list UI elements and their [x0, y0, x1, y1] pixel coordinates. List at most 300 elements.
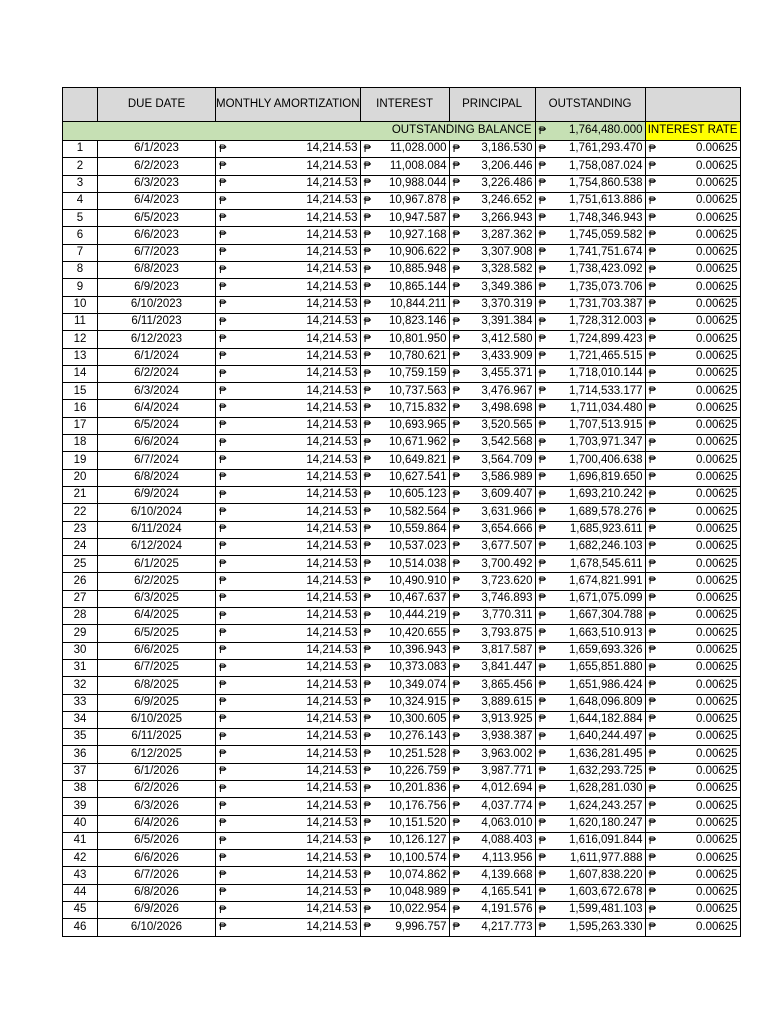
cell-interest[interactable] [360, 867, 449, 884]
cell-rate[interactable] [645, 746, 740, 763]
cell-due-date[interactable]: 6/8/2024 [98, 469, 216, 486]
cell-principal[interactable] [449, 192, 535, 209]
cell-monthly-amortization[interactable] [216, 538, 361, 555]
cell-due-date[interactable]: 6/1/2026 [98, 763, 216, 780]
cell-no[interactable]: 10 [63, 296, 98, 313]
cell-monthly-amortization[interactable] [216, 677, 361, 694]
cell-due-date[interactable]: 6/2/2025 [98, 573, 216, 590]
cell-principal[interactable] [449, 383, 535, 400]
cell-due-date[interactable]: 6/10/2024 [98, 504, 216, 521]
cell-due-date[interactable]: 6/7/2026 [98, 867, 216, 884]
cell-rate[interactable] [645, 815, 740, 832]
cell-due-date[interactable]: 6/4/2023 [98, 192, 216, 209]
cell-outstanding[interactable] [535, 486, 645, 503]
cell-principal[interactable] [449, 902, 535, 919]
cell-interest[interactable] [360, 141, 449, 158]
cell-outstanding[interactable] [535, 435, 645, 452]
cell-rate[interactable] [645, 504, 740, 521]
cell-no[interactable]: 1 [63, 141, 98, 158]
cell-no[interactable]: 34 [63, 711, 98, 728]
cell-rate[interactable] [645, 279, 740, 296]
cell-due-date[interactable]: 6/8/2023 [98, 262, 216, 279]
cell-interest[interactable] [360, 348, 449, 365]
cell-monthly-amortization[interactable] [216, 521, 361, 538]
cell-due-date[interactable]: 6/7/2025 [98, 659, 216, 676]
cell-outstanding[interactable] [535, 141, 645, 158]
cell-monthly-amortization[interactable] [216, 452, 361, 469]
cell-principal[interactable] [449, 746, 535, 763]
cell-due-date[interactable]: 6/4/2026 [98, 815, 216, 832]
interest-rate-label[interactable]: INTEREST RATE [645, 122, 740, 141]
cell-principal[interactable] [449, 452, 535, 469]
cell-due-date[interactable]: 6/10/2025 [98, 711, 216, 728]
cell-no[interactable]: 43 [63, 867, 98, 884]
outstanding-balance-cell[interactable] [535, 122, 645, 141]
cell-rate[interactable] [645, 383, 740, 400]
cell-due-date[interactable]: 6/4/2025 [98, 608, 216, 625]
cell-outstanding[interactable] [535, 642, 645, 659]
cell-outstanding[interactable] [535, 902, 645, 919]
cell-interest[interactable] [360, 780, 449, 797]
cell-due-date[interactable]: 6/10/2026 [98, 919, 216, 936]
cell-monthly-amortization[interactable] [216, 556, 361, 573]
cell-outstanding[interactable] [535, 763, 645, 780]
cell-monthly-amortization[interactable] [216, 296, 361, 313]
cell-outstanding[interactable] [535, 296, 645, 313]
cell-due-date[interactable]: 6/12/2025 [98, 746, 216, 763]
cell-interest[interactable] [360, 763, 449, 780]
cell-rate[interactable] [645, 729, 740, 746]
cell-no[interactable]: 7 [63, 244, 98, 261]
cell-monthly-amortization[interactable] [216, 469, 361, 486]
cell-principal[interactable] [449, 296, 535, 313]
cell-rate[interactable] [645, 763, 740, 780]
cell-monthly-amortization[interactable] [216, 659, 361, 676]
cell-interest[interactable] [360, 262, 449, 279]
cell-monthly-amortization[interactable] [216, 746, 361, 763]
cell-rate[interactable] [645, 417, 740, 434]
cell-monthly-amortization[interactable] [216, 279, 361, 296]
cell-outstanding[interactable] [535, 227, 645, 244]
cell-no[interactable]: 45 [63, 902, 98, 919]
cell-rate[interactable] [645, 313, 740, 330]
cell-outstanding[interactable] [535, 521, 645, 538]
cell-no[interactable]: 15 [63, 383, 98, 400]
cell-interest[interactable] [360, 227, 449, 244]
cell-principal[interactable] [449, 435, 535, 452]
cell-interest[interactable] [360, 573, 449, 590]
cell-no[interactable]: 41 [63, 832, 98, 849]
cell-principal[interactable] [449, 331, 535, 348]
cell-principal[interactable] [449, 625, 535, 642]
cell-outstanding[interactable] [535, 677, 645, 694]
cell-rate[interactable] [645, 210, 740, 227]
cell-due-date[interactable]: 6/3/2023 [98, 175, 216, 192]
cell-due-date[interactable]: 6/6/2023 [98, 227, 216, 244]
cell-monthly-amortization[interactable] [216, 141, 361, 158]
cell-due-date[interactable]: 6/8/2025 [98, 677, 216, 694]
cell-rate[interactable] [645, 158, 740, 175]
cell-due-date[interactable]: 6/12/2023 [98, 331, 216, 348]
cell-rate[interactable] [645, 659, 740, 676]
cell-monthly-amortization[interactable] [216, 313, 361, 330]
cell-outstanding[interactable] [535, 573, 645, 590]
cell-monthly-amortization[interactable] [216, 832, 361, 849]
cell-principal[interactable] [449, 590, 535, 607]
cell-principal[interactable] [449, 313, 535, 330]
cell-no[interactable]: 30 [63, 642, 98, 659]
cell-no[interactable]: 4 [63, 192, 98, 209]
cell-due-date[interactable]: 6/12/2024 [98, 538, 216, 555]
cell-outstanding[interactable] [535, 452, 645, 469]
cell-rate[interactable] [645, 694, 740, 711]
cell-outstanding[interactable] [535, 729, 645, 746]
cell-monthly-amortization[interactable] [216, 850, 361, 867]
cell-outstanding[interactable] [535, 867, 645, 884]
cell-principal[interactable] [449, 348, 535, 365]
cell-interest[interactable] [360, 504, 449, 521]
cell-monthly-amortization[interactable] [216, 262, 361, 279]
cell-due-date[interactable]: 6/9/2025 [98, 694, 216, 711]
cell-monthly-amortization[interactable] [216, 884, 361, 901]
cell-outstanding[interactable] [535, 884, 645, 901]
cell-outstanding[interactable] [535, 348, 645, 365]
cell-principal[interactable] [449, 867, 535, 884]
cell-rate[interactable] [645, 919, 740, 936]
cell-due-date[interactable]: 6/11/2024 [98, 521, 216, 538]
cell-principal[interactable] [449, 141, 535, 158]
cell-interest[interactable] [360, 417, 449, 434]
cell-due-date[interactable]: 6/6/2026 [98, 850, 216, 867]
cell-no[interactable]: 9 [63, 279, 98, 296]
cell-due-date[interactable]: 6/7/2023 [98, 244, 216, 261]
cell-principal[interactable] [449, 780, 535, 797]
cell-due-date[interactable]: 6/11/2025 [98, 729, 216, 746]
cell-interest[interactable] [360, 538, 449, 555]
cell-rate[interactable] [645, 521, 740, 538]
cell-monthly-amortization[interactable] [216, 625, 361, 642]
cell-no[interactable]: 38 [63, 780, 98, 797]
cell-rate[interactable] [645, 486, 740, 503]
cell-due-date[interactable]: 6/5/2025 [98, 625, 216, 642]
cell-monthly-amortization[interactable] [216, 608, 361, 625]
cell-outstanding[interactable] [535, 158, 645, 175]
cell-monthly-amortization[interactable] [216, 210, 361, 227]
cell-principal[interactable] [449, 521, 535, 538]
cell-principal[interactable] [449, 608, 535, 625]
cell-principal[interactable] [449, 417, 535, 434]
cell-due-date[interactable]: 6/8/2026 [98, 884, 216, 901]
cell-no[interactable]: 25 [63, 556, 98, 573]
cell-principal[interactable] [449, 486, 535, 503]
cell-rate[interactable] [645, 244, 740, 261]
cell-no[interactable]: 36 [63, 746, 98, 763]
cell-outstanding[interactable] [535, 400, 645, 417]
cell-principal[interactable] [449, 884, 535, 901]
cell-no[interactable]: 8 [63, 262, 98, 279]
cell-interest[interactable] [360, 556, 449, 573]
cell-interest[interactable] [360, 244, 449, 261]
cell-due-date[interactable]: 6/3/2025 [98, 590, 216, 607]
cell-interest[interactable] [360, 383, 449, 400]
header-monthly-amortization[interactable]: MONTHLY AMORTIZATION [216, 88, 361, 122]
cell-due-date[interactable]: 6/3/2026 [98, 798, 216, 815]
cell-no[interactable]: 28 [63, 608, 98, 625]
cell-rate[interactable] [645, 780, 740, 797]
cell-rate[interactable] [645, 192, 740, 209]
cell-rate[interactable] [645, 677, 740, 694]
cell-principal[interactable] [449, 694, 535, 711]
cell-rate[interactable] [645, 538, 740, 555]
cell-no[interactable]: 26 [63, 573, 98, 590]
cell-no[interactable]: 17 [63, 417, 98, 434]
cell-rate[interactable] [645, 902, 740, 919]
cell-principal[interactable] [449, 815, 535, 832]
cell-interest[interactable] [360, 279, 449, 296]
cell-monthly-amortization[interactable] [216, 383, 361, 400]
header-no[interactable] [63, 88, 98, 122]
header-interest[interactable]: INTEREST [360, 88, 449, 122]
header-principal[interactable]: PRINCIPAL [449, 88, 535, 122]
cell-no[interactable]: 29 [63, 625, 98, 642]
cell-outstanding[interactable] [535, 313, 645, 330]
cell-outstanding[interactable] [535, 780, 645, 797]
cell-due-date[interactable]: 6/6/2024 [98, 435, 216, 452]
cell-principal[interactable] [449, 469, 535, 486]
cell-monthly-amortization[interactable] [216, 694, 361, 711]
cell-due-date[interactable]: 6/2/2026 [98, 780, 216, 797]
cell-interest[interactable] [360, 469, 449, 486]
cell-due-date[interactable]: 6/6/2025 [98, 642, 216, 659]
cell-no[interactable]: 3 [63, 175, 98, 192]
cell-interest[interactable] [360, 711, 449, 728]
cell-principal[interactable] [449, 279, 535, 296]
cell-no[interactable]: 2 [63, 158, 98, 175]
cell-outstanding[interactable] [535, 538, 645, 555]
cell-due-date[interactable]: 6/5/2023 [98, 210, 216, 227]
cell-monthly-amortization[interactable] [216, 227, 361, 244]
cell-no[interactable]: 20 [63, 469, 98, 486]
cell-outstanding[interactable] [535, 365, 645, 382]
cell-no[interactable]: 31 [63, 659, 98, 676]
cell-outstanding[interactable] [535, 175, 645, 192]
cell-monthly-amortization[interactable] [216, 780, 361, 797]
cell-rate[interactable] [645, 590, 740, 607]
cell-interest[interactable] [360, 313, 449, 330]
cell-outstanding[interactable] [535, 383, 645, 400]
cell-principal[interactable] [449, 262, 535, 279]
cell-due-date[interactable]: 6/10/2023 [98, 296, 216, 313]
cell-due-date[interactable]: 6/1/2023 [98, 141, 216, 158]
cell-interest[interactable] [360, 815, 449, 832]
cell-interest[interactable] [360, 435, 449, 452]
cell-outstanding[interactable] [535, 244, 645, 261]
cell-no[interactable]: 13 [63, 348, 98, 365]
cell-interest[interactable] [360, 850, 449, 867]
cell-interest[interactable] [360, 832, 449, 849]
cell-due-date[interactable]: 6/1/2025 [98, 556, 216, 573]
cell-interest[interactable] [360, 677, 449, 694]
cell-monthly-amortization[interactable] [216, 400, 361, 417]
cell-rate[interactable] [645, 469, 740, 486]
cell-interest[interactable] [360, 902, 449, 919]
cell-rate[interactable] [645, 400, 740, 417]
cell-principal[interactable] [449, 711, 535, 728]
cell-interest[interactable] [360, 175, 449, 192]
cell-interest[interactable] [360, 919, 449, 936]
cell-outstanding[interactable] [535, 850, 645, 867]
cell-monthly-amortization[interactable] [216, 365, 361, 382]
cell-interest[interactable] [360, 642, 449, 659]
cell-rate[interactable] [645, 625, 740, 642]
cell-rate[interactable] [645, 850, 740, 867]
cell-principal[interactable] [449, 175, 535, 192]
cell-outstanding[interactable] [535, 815, 645, 832]
cell-interest[interactable] [360, 296, 449, 313]
cell-outstanding[interactable] [535, 608, 645, 625]
cell-monthly-amortization[interactable] [216, 175, 361, 192]
cell-no[interactable]: 19 [63, 452, 98, 469]
cell-principal[interactable] [449, 798, 535, 815]
cell-no[interactable]: 16 [63, 400, 98, 417]
cell-due-date[interactable]: 6/7/2024 [98, 452, 216, 469]
cell-outstanding[interactable] [535, 279, 645, 296]
cell-no[interactable]: 22 [63, 504, 98, 521]
header-rate[interactable] [645, 88, 740, 122]
cell-no[interactable]: 12 [63, 331, 98, 348]
cell-outstanding[interactable] [535, 919, 645, 936]
cell-monthly-amortization[interactable] [216, 763, 361, 780]
cell-no[interactable]: 11 [63, 313, 98, 330]
outstanding-balance-label[interactable]: OUTSTANDING BALANCE [63, 122, 536, 141]
cell-due-date[interactable]: 6/4/2024 [98, 400, 216, 417]
cell-no[interactable]: 33 [63, 694, 98, 711]
cell-no[interactable]: 37 [63, 763, 98, 780]
cell-monthly-amortization[interactable] [216, 435, 361, 452]
header-outstanding[interactable]: OUTSTANDING [535, 88, 645, 122]
cell-no[interactable]: 21 [63, 486, 98, 503]
cell-interest[interactable] [360, 625, 449, 642]
cell-principal[interactable] [449, 556, 535, 573]
cell-rate[interactable] [645, 262, 740, 279]
cell-rate[interactable] [645, 175, 740, 192]
cell-monthly-amortization[interactable] [216, 348, 361, 365]
cell-interest[interactable] [360, 884, 449, 901]
cell-outstanding[interactable] [535, 625, 645, 642]
cell-rate[interactable] [645, 435, 740, 452]
cell-due-date[interactable]: 6/5/2024 [98, 417, 216, 434]
cell-rate[interactable] [645, 331, 740, 348]
cell-principal[interactable] [449, 729, 535, 746]
cell-interest[interactable] [360, 486, 449, 503]
cell-principal[interactable] [449, 400, 535, 417]
cell-principal[interactable] [449, 850, 535, 867]
cell-no[interactable]: 46 [63, 919, 98, 936]
cell-principal[interactable] [449, 504, 535, 521]
cell-interest[interactable] [360, 452, 449, 469]
cell-monthly-amortization[interactable] [216, 867, 361, 884]
cell-monthly-amortization[interactable] [216, 919, 361, 936]
cell-outstanding[interactable] [535, 659, 645, 676]
cell-principal[interactable] [449, 573, 535, 590]
cell-rate[interactable] [645, 365, 740, 382]
cell-principal[interactable] [449, 538, 535, 555]
cell-due-date[interactable]: 6/9/2023 [98, 279, 216, 296]
cell-monthly-amortization[interactable] [216, 192, 361, 209]
cell-monthly-amortization[interactable] [216, 642, 361, 659]
cell-rate[interactable] [645, 573, 740, 590]
cell-no[interactable]: 40 [63, 815, 98, 832]
cell-outstanding[interactable] [535, 832, 645, 849]
cell-monthly-amortization[interactable] [216, 573, 361, 590]
cell-outstanding[interactable] [535, 711, 645, 728]
cell-rate[interactable] [645, 884, 740, 901]
cell-interest[interactable] [360, 158, 449, 175]
cell-no[interactable]: 23 [63, 521, 98, 538]
cell-due-date[interactable]: 6/11/2023 [98, 313, 216, 330]
cell-no[interactable]: 14 [63, 365, 98, 382]
cell-rate[interactable] [645, 348, 740, 365]
cell-due-date[interactable]: 6/5/2026 [98, 832, 216, 849]
cell-monthly-amortization[interactable] [216, 798, 361, 815]
cell-outstanding[interactable] [535, 192, 645, 209]
cell-principal[interactable] [449, 642, 535, 659]
cell-due-date[interactable]: 6/9/2026 [98, 902, 216, 919]
cell-no[interactable]: 35 [63, 729, 98, 746]
cell-principal[interactable] [449, 158, 535, 175]
cell-interest[interactable] [360, 400, 449, 417]
cell-interest[interactable] [360, 590, 449, 607]
cell-rate[interactable] [645, 798, 740, 815]
cell-principal[interactable] [449, 677, 535, 694]
cell-rate[interactable] [645, 227, 740, 244]
cell-due-date[interactable]: 6/1/2024 [98, 348, 216, 365]
cell-monthly-amortization[interactable] [216, 417, 361, 434]
cell-outstanding[interactable] [535, 798, 645, 815]
cell-principal[interactable] [449, 659, 535, 676]
header-due-date[interactable]: DUE DATE [98, 88, 216, 122]
cell-outstanding[interactable] [535, 746, 645, 763]
cell-monthly-amortization[interactable] [216, 729, 361, 746]
cell-rate[interactable] [645, 867, 740, 884]
cell-due-date[interactable]: 6/2/2024 [98, 365, 216, 382]
cell-principal[interactable] [449, 365, 535, 382]
cell-interest[interactable] [360, 192, 449, 209]
cell-outstanding[interactable] [535, 210, 645, 227]
cell-due-date[interactable]: 6/3/2024 [98, 383, 216, 400]
cell-monthly-amortization[interactable] [216, 486, 361, 503]
cell-outstanding[interactable] [535, 504, 645, 521]
cell-principal[interactable] [449, 919, 535, 936]
cell-interest[interactable] [360, 694, 449, 711]
cell-interest[interactable] [360, 729, 449, 746]
cell-rate[interactable] [645, 832, 740, 849]
cell-interest[interactable] [360, 365, 449, 382]
cell-interest[interactable] [360, 521, 449, 538]
cell-due-date[interactable]: 6/2/2023 [98, 158, 216, 175]
cell-monthly-amortization[interactable] [216, 158, 361, 175]
cell-interest[interactable] [360, 331, 449, 348]
cell-rate[interactable] [645, 642, 740, 659]
cell-monthly-amortization[interactable] [216, 504, 361, 521]
cell-outstanding[interactable] [535, 262, 645, 279]
cell-rate[interactable] [645, 608, 740, 625]
cell-rate[interactable] [645, 556, 740, 573]
cell-no[interactable]: 27 [63, 590, 98, 607]
cell-outstanding[interactable] [535, 556, 645, 573]
cell-outstanding[interactable] [535, 331, 645, 348]
cell-no[interactable]: 24 [63, 538, 98, 555]
